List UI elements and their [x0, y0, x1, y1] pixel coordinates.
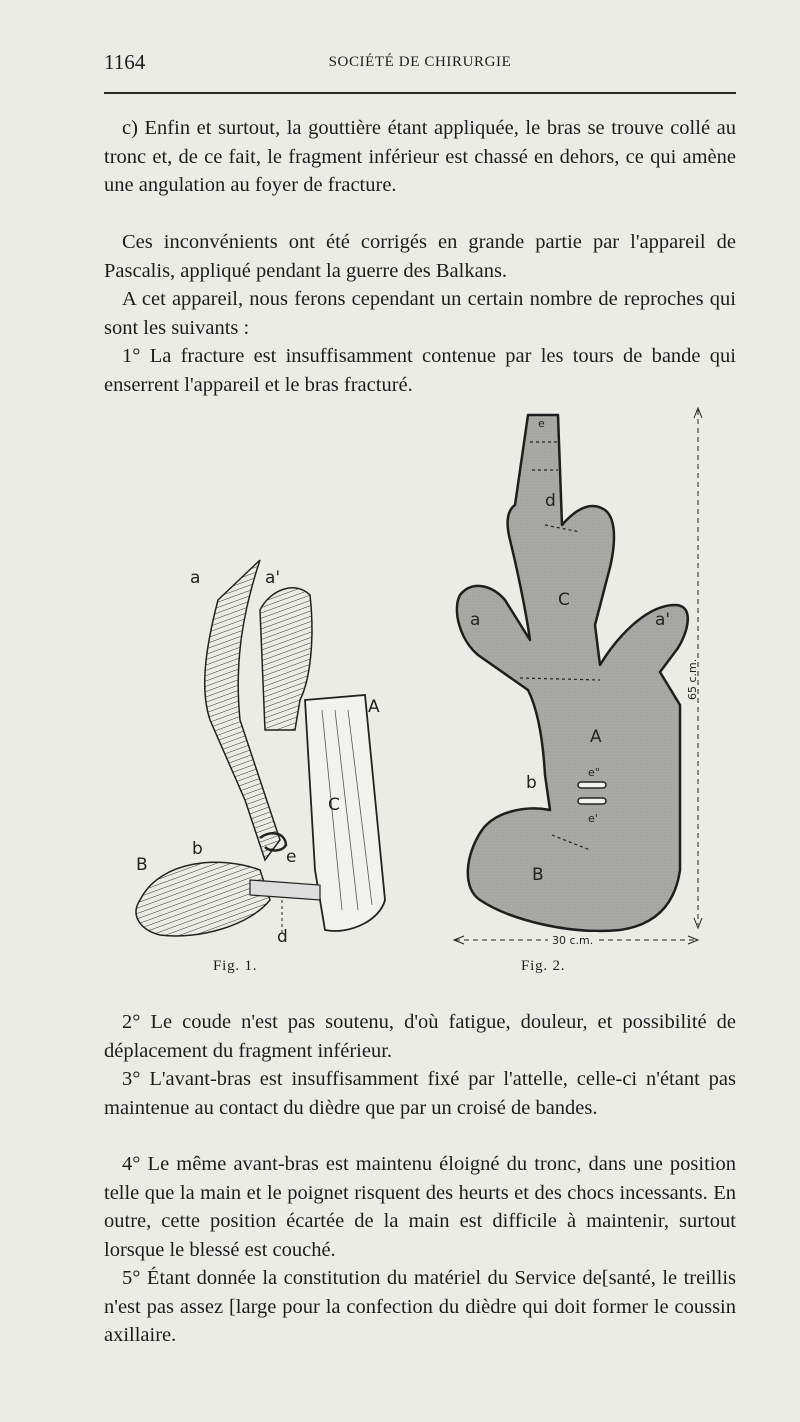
fig1-label-b: b: [192, 839, 203, 859]
paragraph-reproches: A cet appareil, nous ferons cependant un certain nombre de reproches qui sont les suivants :: [104, 288, 736, 339]
header-rule: [104, 92, 736, 94]
fig2-label-e: e: [538, 417, 545, 430]
figures-svg: [100, 400, 740, 960]
fig2-label-b: b: [526, 773, 537, 793]
fig2-height-dimension-label: 65 c.m.: [686, 658, 699, 700]
figure-1-caption: Fig. 1.: [213, 958, 258, 974]
fig2-label-e-prime: e': [588, 812, 598, 825]
fig2-label-a: a: [470, 610, 481, 630]
paragraph-point-5: 5° Étant donnée la constitution du matériel du Service de[santé, le treillis n'est pas assez [large pour la confection du dièdre qui doit former le coussin axillaire.: [104, 1267, 736, 1347]
fig1-right-wing: [260, 588, 312, 730]
fig2-width-dimension-label: 30 c.m.: [552, 934, 594, 947]
paragraph-pascalis: Ces inconvénients ont été corrigés en grande partie par l'appareil de Pascalis, appliqué pendant la guerre des Balkans.: [104, 231, 736, 282]
fig1-label-e: e: [286, 847, 297, 867]
figure-2-pattern: [454, 408, 702, 947]
paragraph-c: c) Enfin et surtout, la gouttière étant appliquée, le bras se trouve collé au tronc et, de ce fait, le fragment inférieur est chassé en dehors, ce qui amène une angulation au foyer de fracture.: [104, 117, 736, 197]
fig2-label-a-prime: a': [655, 610, 671, 630]
paragraph-point-3: 3° L'avant-bras est insuffisamment fixé par l'attelle, celle-ci n'étant pas maintenue au contact du dièdre que par un croisé de bandes.: [104, 1068, 736, 1119]
fig2-label-B: B: [532, 865, 544, 885]
running-title: SOCIÉTÉ DE CHIRURGIE: [328, 54, 512, 70]
figures-area: [100, 400, 740, 990]
fig1-label-a-prime: a': [265, 568, 281, 588]
fig1-label-A: A: [368, 697, 380, 717]
paragraph-point-2: 2° Le coude n'est pas soutenu, d'où fatigue, douleur, et possibilité de déplacement du fragment inférieur.: [104, 1011, 736, 1062]
paragraph-point-4: 4° Le même avant-bras est maintenu éloigné du tronc, dans une position telle que la main et le poignet risquent des heurts et des chocs incessants. En outre, cette position écartée de la main est difficile à maintenir, surtout lorsque le blessé est couché.: [104, 1153, 736, 1261]
fig2-pattern-outline: [457, 415, 688, 931]
fig2-label-e-double: e": [588, 766, 600, 779]
fig1-label-C: C: [328, 795, 340, 815]
fig1-label-B: B: [136, 855, 148, 875]
fig2-label-A: A: [590, 727, 602, 747]
fig1-arm-trough: [136, 862, 270, 936]
fig2-label-d: d: [545, 491, 556, 511]
figure-1-drawing: [136, 560, 385, 947]
page-header: [104, 50, 736, 80]
paragraph-point-1: 1° La fracture est insuffisamment contenue par les tours de bande qui enserrent l'appareil et le bras fracturé.: [104, 345, 736, 396]
fig1-label-a: a: [190, 568, 201, 588]
page-number: 1164: [104, 50, 146, 74]
fig2-label-C: C: [558, 590, 570, 610]
figure-2-caption: Fig. 2.: [521, 958, 566, 974]
fig1-label-d: d: [277, 927, 288, 947]
